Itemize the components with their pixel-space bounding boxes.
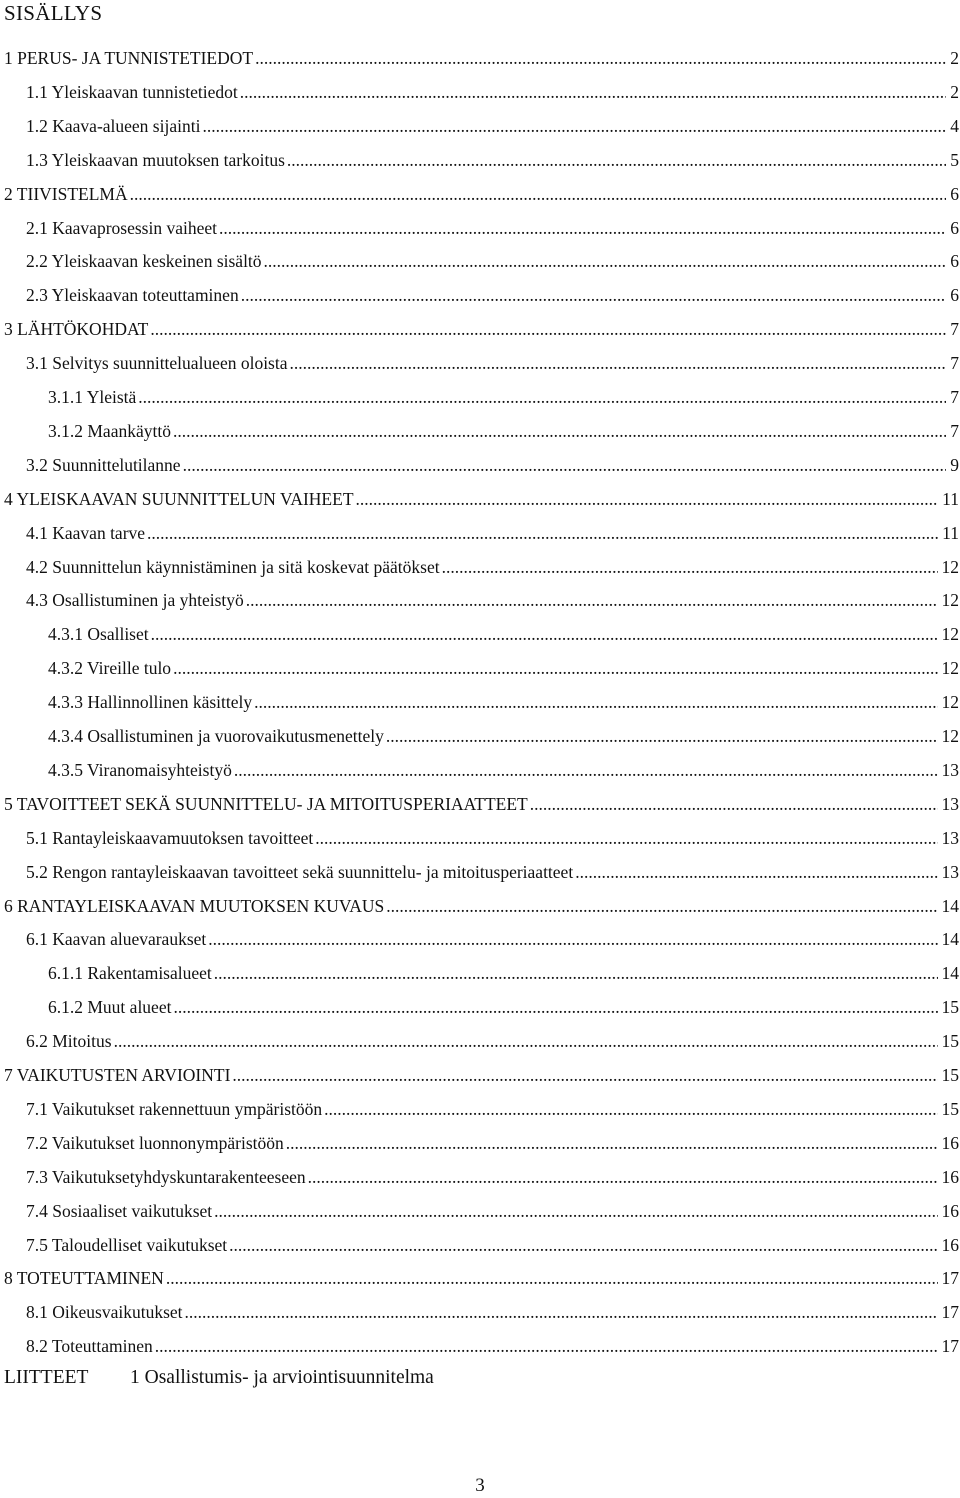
toc-leader-dots — [114, 1028, 938, 1054]
toc-entry[interactable] — [26, 1299, 959, 1325]
toc-entry[interactable] — [26, 1028, 959, 1054]
toc-leader-dots — [173, 655, 937, 681]
toc-entry-label: 4.3.1 Osalliset — [48, 624, 149, 644]
toc-leader-dots — [202, 113, 946, 139]
toc-entry-label: 8 TOTEUTTAMINEN — [4, 1268, 164, 1288]
toc-entry-label: 4.1 Kaavan tarve — [26, 523, 146, 543]
toc-entry-page: 16 — [941, 1201, 959, 1221]
toc-entry-label: 5 TAVOITTEET SEKÄ SUUNNITTELU- JA MITOITUSPERIAATTEET — [4, 794, 528, 814]
toc-entry[interactable] — [26, 79, 959, 105]
toc-entry[interactable] — [26, 248, 959, 274]
toc-entry[interactable] — [48, 757, 959, 783]
toc-entry-page: 13 — [941, 862, 959, 882]
toc-leader-dots — [255, 45, 946, 71]
toc-entry-label: 3.2 Suunnittelutilanne — [26, 455, 181, 475]
toc-leader-dots — [308, 1164, 938, 1190]
toc-entry[interactable] — [26, 825, 959, 851]
toc-entry[interactable] — [26, 1096, 959, 1122]
toc-entry[interactable] — [26, 520, 959, 546]
toc-entry[interactable] — [4, 893, 959, 919]
toc-entry-page: 15 — [941, 1031, 959, 1051]
toc-leader-dots — [530, 791, 938, 817]
toc-leader-dots — [130, 181, 947, 207]
toc-leader-dots — [356, 486, 939, 512]
toc-leader-dots — [386, 893, 937, 919]
toc-entry[interactable] — [26, 113, 959, 139]
toc-entry[interactable] — [26, 215, 959, 241]
toc-entry-label: 1.1 Yleiskaavan tunnistetiedot — [26, 82, 238, 102]
toc-leader-dots — [324, 1096, 937, 1122]
toc-entry-label: 4.3.3 Hallinnollinen käsittely — [48, 692, 253, 712]
toc-entry-label: 7.1 Vaikutukset rakennettuun ympäristöön — [26, 1099, 323, 1119]
toc-entry[interactable] — [26, 1130, 959, 1156]
toc-leader-dots — [173, 418, 946, 444]
toc-entry-page: 15 — [941, 1099, 959, 1119]
toc-entry-page: 17 — [941, 1336, 959, 1356]
toc-leader-dots — [185, 1299, 938, 1325]
toc-entry-label: 4.3.4 Osallistuminen ja vuorovaikutusmenettely — [48, 726, 384, 746]
toc-entry-page: 14 — [941, 963, 959, 983]
toc-entry[interactable] — [26, 926, 959, 952]
toc-entry[interactable] — [26, 587, 959, 613]
toc-entry-page: 2 — [950, 82, 959, 102]
toc-leader-dots — [386, 723, 938, 749]
toc-entry-page: 12 — [941, 624, 959, 644]
toc-entry-page: 16 — [941, 1133, 959, 1153]
toc-leader-dots — [150, 316, 946, 342]
toc-leader-dots — [147, 520, 938, 546]
toc-leader-dots — [442, 554, 938, 580]
toc-entry[interactable] — [26, 147, 959, 173]
toc-entry-label: 8.2 Toteuttaminen — [26, 1336, 153, 1356]
toc-entry-label: 7 VAIKUTUSTEN ARVIOINTI — [4, 1065, 231, 1085]
toc-entry-page: 7 — [950, 387, 959, 407]
toc-entry[interactable] — [48, 418, 959, 444]
toc-entry-label: 2.3 Yleiskaavan toteuttaminen — [26, 285, 239, 305]
toc-entry-page: 5 — [950, 150, 959, 170]
toc-entry[interactable] — [4, 1265, 959, 1291]
toc-entry[interactable] — [26, 1232, 959, 1258]
toc-entry[interactable] — [48, 689, 959, 715]
toc-leader-dots — [214, 1198, 937, 1224]
toc-leader-dots — [219, 215, 946, 241]
toc-entry[interactable] — [4, 1062, 959, 1088]
toc-entry-label: 4.3.2 Vireille tulo — [48, 658, 172, 678]
toc-entry-page: 13 — [941, 760, 959, 780]
toc-leader-dots — [290, 350, 947, 376]
toc-leader-dots — [155, 1333, 938, 1359]
toc-entry-page: 16 — [941, 1235, 959, 1255]
toc-entry[interactable] — [4, 45, 959, 71]
toc-entry-label: 2.1 Kaavaprosessin vaiheet — [26, 218, 217, 238]
toc-entry-label: 7.3 Vaikutuksetyhdyskuntarakenteeseen — [26, 1167, 306, 1187]
toc-entry-page: 17 — [941, 1302, 959, 1322]
toc-leader-dots — [183, 452, 947, 478]
toc-entry-page: 15 — [941, 997, 959, 1017]
toc-leader-dots — [138, 384, 946, 410]
toc-entry-page: 12 — [941, 658, 959, 678]
toc-entry-label: 5.1 Rantayleiskaavamuutoksen tavoitteet — [26, 828, 314, 848]
toc-entry[interactable] — [4, 791, 959, 817]
toc-entry-page: 14 — [941, 929, 959, 949]
toc-entry[interactable] — [48, 994, 959, 1020]
toc-entry[interactable] — [48, 960, 959, 986]
toc-entry[interactable] — [48, 723, 959, 749]
toc-entry[interactable] — [26, 1198, 959, 1224]
toc-entry[interactable] — [48, 621, 959, 647]
toc-entry-page: 6 — [950, 218, 959, 238]
toc-entry-page: 9 — [950, 455, 959, 475]
toc-entry-page: 11 — [942, 489, 959, 509]
toc-entry-page: 4 — [950, 116, 959, 136]
toc-entry-page: 12 — [941, 557, 959, 577]
toc-entry-label: 6.1 Kaavan aluevaraukset — [26, 929, 207, 949]
toc-leader-dots — [232, 1062, 937, 1088]
toc-leader-dots — [287, 147, 946, 173]
toc-leader-dots — [286, 1130, 938, 1156]
toc-leader-dots — [151, 621, 938, 647]
toc-entry-label: 7.5 Taloudelliset vaikutukset — [26, 1235, 228, 1255]
toc-entry-label: 4.2 Suunnittelun käynnistäminen ja sitä koskevat päätökset — [26, 557, 440, 577]
toc-leader-dots — [166, 1265, 938, 1291]
toc-entry-page: 15 — [941, 1065, 959, 1085]
toc-leader-dots — [240, 79, 947, 105]
toc-entry-label: 3.1.1 Yleistä — [48, 387, 137, 407]
toc-entry[interactable] — [48, 384, 959, 410]
toc-entry-label: 6 RANTAYLEISKAAVAN MUUTOKSEN KUVAUS — [4, 896, 385, 916]
toc-entry[interactable] — [4, 316, 959, 342]
toc-leader-dots — [208, 926, 937, 952]
toc-entry-page: 17 — [941, 1268, 959, 1288]
toc-entry[interactable] — [26, 1164, 959, 1190]
toc-entry[interactable] — [26, 1333, 959, 1359]
toc-entry[interactable] — [48, 655, 959, 681]
toc-entry-page: 7 — [950, 353, 959, 373]
toc-entry[interactable] — [26, 350, 959, 376]
toc-entry-label: 3.1 Selvitys suunnittelualueen oloista — [26, 353, 288, 373]
toc-entry-label: 2 TIIVISTELMÄ — [4, 184, 128, 204]
toc-entry-page: 12 — [941, 692, 959, 712]
appendix-item: 1 Osallistumis- ja arviointisuunnitelma — [130, 1367, 434, 1388]
toc-entry-page: 11 — [942, 523, 959, 543]
toc-entry-page: 13 — [941, 828, 959, 848]
toc-leader-dots — [315, 825, 937, 851]
toc-entry-page: 6 — [950, 184, 959, 204]
toc-entry[interactable] — [26, 859, 959, 885]
toc-leader-dots — [246, 587, 938, 613]
toc-leader-dots — [234, 757, 938, 783]
toc-entry-page: 14 — [941, 896, 959, 916]
toc-entry[interactable] — [26, 452, 959, 478]
toc-entry-label: 6.2 Mitoitus — [26, 1031, 112, 1051]
toc-entry[interactable] — [26, 282, 959, 308]
toc-entry-label: 5.2 Rengon rantayleiskaavan tavoitteet sekä suunnittelu- ja mitoitusperiaatteet — [26, 862, 574, 882]
toc-entry-label: 7.2 Vaikutukset luonnonympäristöön — [26, 1133, 284, 1153]
toc-entry[interactable] — [4, 486, 959, 512]
page-title: SISÄLLYS — [4, 1, 103, 25]
toc-entry-page: 6 — [950, 251, 959, 271]
appendix-label: LIITTEET — [4, 1367, 89, 1388]
toc-leader-dots — [173, 994, 937, 1020]
toc-entry-label: 1.3 Yleiskaavan muutoksen tarkoitus — [26, 150, 285, 170]
appendix-section — [4, 1364, 434, 1392]
toc-entry-page: 6 — [950, 285, 959, 305]
toc-entry-label: 3.1.2 Maankäyttö — [48, 421, 171, 441]
toc-leader-dots — [264, 248, 947, 274]
toc-entry[interactable] — [4, 181, 959, 207]
toc-leader-dots — [229, 1232, 937, 1258]
toc-leader-dots — [575, 859, 937, 885]
page-number: 3 — [475, 1475, 485, 1496]
toc-entry[interactable] — [26, 554, 959, 580]
toc-entry-page: 2 — [950, 48, 959, 68]
toc-entry-label: 4 YLEISKAAVAN SUUNNITTELUN VAIHEET — [4, 489, 354, 509]
toc-entry-label: 1.2 Kaava-alueen sijainti — [26, 116, 201, 136]
toc-entry-page: 12 — [941, 590, 959, 610]
toc-entry-label: 1 PERUS- JA TUNNISTETIEDOT — [4, 48, 254, 68]
toc-entry-page: 12 — [941, 726, 959, 746]
toc-entry-label: 4.3.5 Viranomaisyhteistyö — [48, 760, 232, 780]
toc-leader-dots — [254, 689, 937, 715]
toc-leader-dots — [241, 282, 947, 308]
toc-entry-label: 3 LÄHTÖKOHDAT — [4, 319, 149, 339]
toc-entry-page: 16 — [941, 1167, 959, 1187]
toc-entry-label: 6.1.1 Rakentamisalueet — [48, 963, 212, 983]
toc-entry-label: 6.1.2 Muut alueet — [48, 997, 172, 1017]
toc-entry-label: 8.1 Oikeusvaikutukset — [26, 1302, 183, 1322]
toc-entry-label: 7.4 Sosiaaliset vaikutukset — [26, 1201, 213, 1221]
toc-entry-page: 7 — [950, 421, 959, 441]
toc-entry-label: 2.2 Yleiskaavan keskeinen sisältö — [26, 251, 262, 271]
toc-leader-dots — [214, 960, 938, 986]
toc-entry-page: 7 — [950, 319, 959, 339]
toc-entry-page: 13 — [941, 794, 959, 814]
toc-entry-label: 4.3 Osallistuminen ja yhteistyö — [26, 590, 244, 610]
